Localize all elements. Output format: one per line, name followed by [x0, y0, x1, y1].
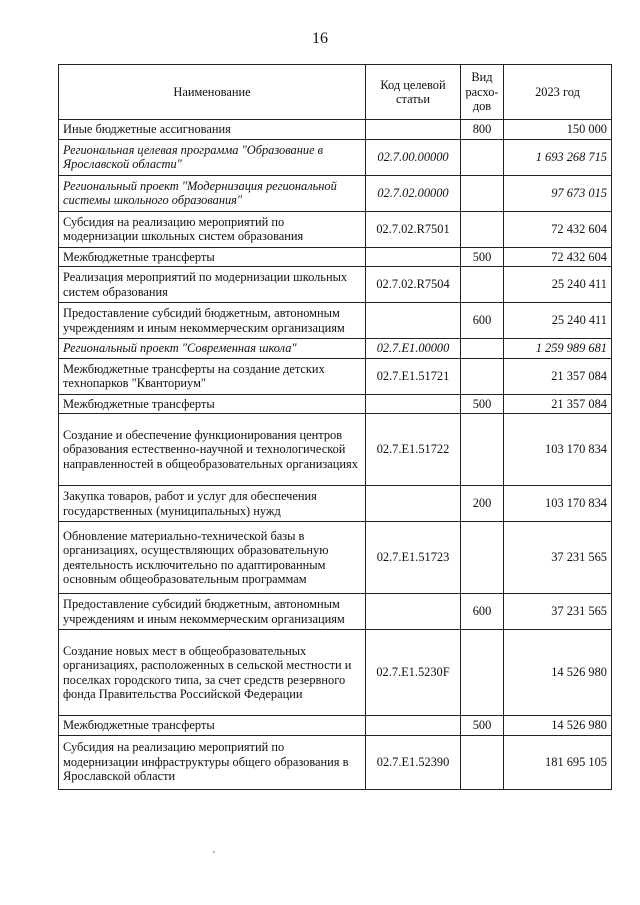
header-row: [59, 65, 612, 120]
cell-name: Региональный проект "Модернизация региональной системы школьного образования": [59, 175, 366, 211]
table-row: [59, 120, 612, 140]
table-row: [59, 522, 612, 594]
cell-amount: 103 170 834: [504, 414, 612, 486]
cell-code: 02.7.E1.51721: [366, 358, 461, 394]
cell-amount: 1 259 989 681: [504, 339, 612, 359]
cell-type: 600: [461, 594, 504, 630]
table-row: [59, 716, 612, 736]
cell-code: 02.7.E1.51723: [366, 522, 461, 594]
cell-code: 02.7.E1.52390: [366, 735, 461, 789]
cell-name: Создание новых мест в общеобразовательных организациях, расположенных в сельской местности и поселках городского типа, за счет средств резервного фонда Правительства Российской Федерации: [59, 630, 366, 716]
cell-amount: 103 170 834: [504, 486, 612, 522]
cell-amount: 14 526 980: [504, 716, 612, 736]
cell-type: [461, 211, 504, 247]
cell-code: 02.7.02.00000: [366, 175, 461, 211]
cell-amount: 150 000: [504, 120, 612, 140]
header-name: Наименование: [59, 65, 366, 120]
cell-code: [366, 594, 461, 630]
cell-amount: 72 432 604: [504, 211, 612, 247]
table-row: [59, 211, 612, 247]
cell-type: 500: [461, 716, 504, 736]
cell-name: Межбюджетные трансферты: [59, 716, 366, 736]
cell-amount: 21 357 084: [504, 394, 612, 414]
cell-name: Субсидия на реализацию мероприятий по модернизации школьных систем образования: [59, 211, 366, 247]
cell-name: Субсидия на реализацию мероприятий по модернизации инфраструктуры общего образования в Ярославской области: [59, 735, 366, 789]
cell-type: 500: [461, 394, 504, 414]
cell-type: 600: [461, 303, 504, 339]
table-row: [59, 267, 612, 303]
table-row: [59, 358, 612, 394]
cell-code: [366, 394, 461, 414]
cell-code: 02.7.E1.51722: [366, 414, 461, 486]
cell-type: [461, 358, 504, 394]
cell-name: Межбюджетные трансферты: [59, 394, 366, 414]
cell-name: Закупка товаров, работ и услуг для обеспечения государственных (муниципальных) нужд: [59, 486, 366, 522]
cell-name: Предоставление субсидий бюджетным, автономным учреждениям и иным некоммерческим организациям: [59, 594, 366, 630]
cell-name: Предоставление субсидий бюджетным, автономным учреждениям и иным некоммерческим организациям: [59, 303, 366, 339]
cell-amount: 97 673 015: [504, 175, 612, 211]
cell-code: 02.7.02.R7504: [366, 267, 461, 303]
page-number: 16: [312, 30, 328, 47]
table-row: [59, 139, 612, 175]
budget-table: [58, 64, 612, 790]
table-row: [59, 339, 612, 359]
cell-code: 02.7.E1.5230F: [366, 630, 461, 716]
cell-code: [366, 486, 461, 522]
cell-type: 200: [461, 486, 504, 522]
header-type: Вид расхо-дов: [461, 65, 504, 120]
cell-name: Межбюджетные трансферты на создание детских технопарков "Кванториум": [59, 358, 366, 394]
cell-name: Межбюджетные трансферты: [59, 247, 366, 267]
cell-amount: 21 357 084: [504, 358, 612, 394]
header-year: 2023 год: [504, 65, 612, 120]
cell-code: 02.7.E1.00000: [366, 339, 461, 359]
table-row: [59, 486, 612, 522]
cell-code: 02.7.00.00000: [366, 139, 461, 175]
cell-type: [461, 522, 504, 594]
cell-type: [461, 139, 504, 175]
cell-type: [461, 735, 504, 789]
table-row: [59, 630, 612, 716]
table-row: [59, 594, 612, 630]
table-row: [59, 303, 612, 339]
table-row: [59, 247, 612, 267]
cell-name: Обновление материально-технической базы в организациях, осуществляющих образовательную деятельность исключительно по адаптированным основным общеобразовательным программам: [59, 522, 366, 594]
cell-name: Создание и обеспечение функционирования центров образования естественно-научной и технологической направленностей в общеобразовательных организациях: [59, 414, 366, 486]
cell-amount: 72 432 604: [504, 247, 612, 267]
cell-code: [366, 716, 461, 736]
scan-speck: [213, 851, 215, 853]
cell-type: [461, 339, 504, 359]
cell-amount: 25 240 411: [504, 267, 612, 303]
cell-type: 800: [461, 120, 504, 140]
cell-amount: 181 695 105: [504, 735, 612, 789]
table-row: [59, 414, 612, 486]
cell-type: 500: [461, 247, 504, 267]
cell-amount: 37 231 565: [504, 522, 612, 594]
cell-code: [366, 303, 461, 339]
table-row: [59, 735, 612, 789]
cell-amount: 14 526 980: [504, 630, 612, 716]
cell-type: [461, 267, 504, 303]
table-row: [59, 175, 612, 211]
header-code: Код целевой статьи: [366, 65, 461, 120]
cell-amount: 1 693 268 715: [504, 139, 612, 175]
cell-code: [366, 247, 461, 267]
cell-name: Региональная целевая программа "Образование в Ярославской области": [59, 139, 366, 175]
cell-code: [366, 120, 461, 140]
cell-amount: 25 240 411: [504, 303, 612, 339]
cell-code: 02.7.02.R7501: [366, 211, 461, 247]
cell-name: Региональный проект "Современная школа": [59, 339, 366, 359]
cell-name: Реализация мероприятий по модернизации школьных систем образования: [59, 267, 366, 303]
cell-type: [461, 630, 504, 716]
cell-type: [461, 175, 504, 211]
cell-type: [461, 414, 504, 486]
table-row: [59, 394, 612, 414]
cell-amount: 37 231 565: [504, 594, 612, 630]
cell-name: Иные бюджетные ассигнования: [59, 120, 366, 140]
